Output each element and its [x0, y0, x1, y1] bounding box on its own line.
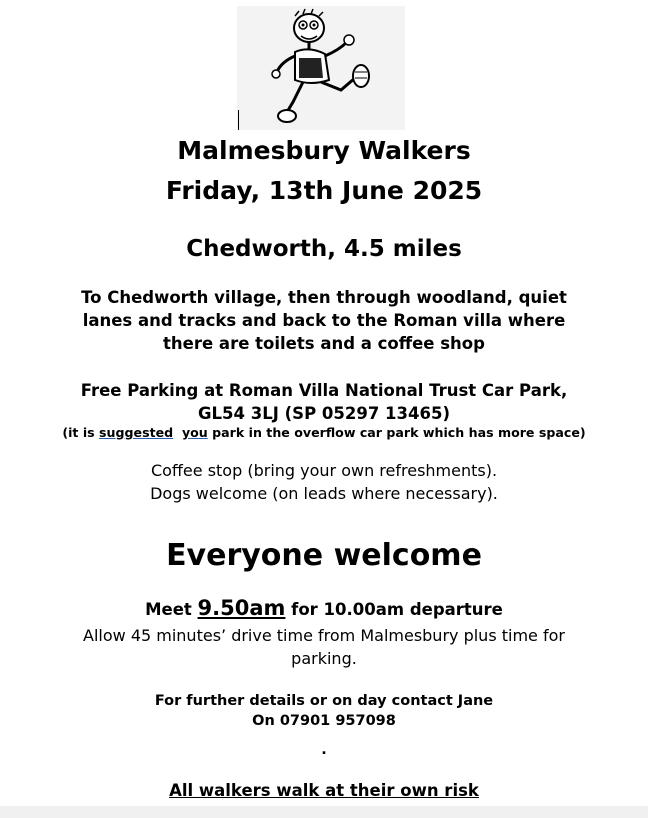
contact-line: For further details or on day contact Jane	[154, 693, 494, 709]
drive-time-text: parking.	[291, 649, 357, 668]
meet-label: Meet	[145, 600, 198, 619]
parking-note-text: park in the overflow car park which has more space)	[207, 425, 586, 440]
contact-phone: On 07901 957098	[252, 713, 396, 729]
dogs-text: Dogs welcome (on leads where necessary).	[150, 484, 498, 503]
running-man-logo	[237, 6, 405, 130]
risk-disclaimer: All walkers walk at their own risk	[169, 781, 479, 800]
walk-description-line: To Chedworth village, then through woodland, quiet	[81, 288, 567, 307]
drive-time-text: Allow 45 minutes’ drive time from Malmesbury plus time for	[83, 626, 565, 645]
walk-description-line: there are toilets and a coffee shop	[163, 334, 485, 353]
parking-note-underlined: suggested	[99, 425, 174, 440]
parking-note-space	[173, 425, 182, 440]
text-cursor	[238, 110, 239, 130]
departure-time: for 10.00am departure	[285, 600, 503, 619]
meet-time: 9.50am	[197, 596, 286, 620]
parking-line: Free Parking at Roman Villa National Trust Car Park,	[80, 381, 568, 400]
contact-dot: .	[321, 742, 327, 758]
walk-description-line: lanes and tracks and back to the Roman villa where	[82, 311, 566, 330]
coffee-stop-text: Coffee stop (bring your own refreshments).	[150, 461, 498, 480]
walk-date: Friday, 13th June 2025	[165, 176, 483, 205]
parking-postcode: GL54 3LJ (SP 05297 13465)	[198, 404, 450, 423]
club-title: Malmesbury Walkers	[177, 136, 471, 165]
parking-note	[0, 425, 648, 440]
welcome-heading: Everyone welcome	[166, 538, 482, 573]
page-bottom-edge	[0, 806, 648, 818]
walk-name: Chedworth, 4.5 miles	[186, 236, 462, 262]
parking-note-text: (it is	[62, 425, 100, 440]
meet-time-line	[0, 596, 648, 620]
parking-note-underlined: you	[181, 425, 208, 440]
running-figure-icon	[237, 6, 405, 130]
